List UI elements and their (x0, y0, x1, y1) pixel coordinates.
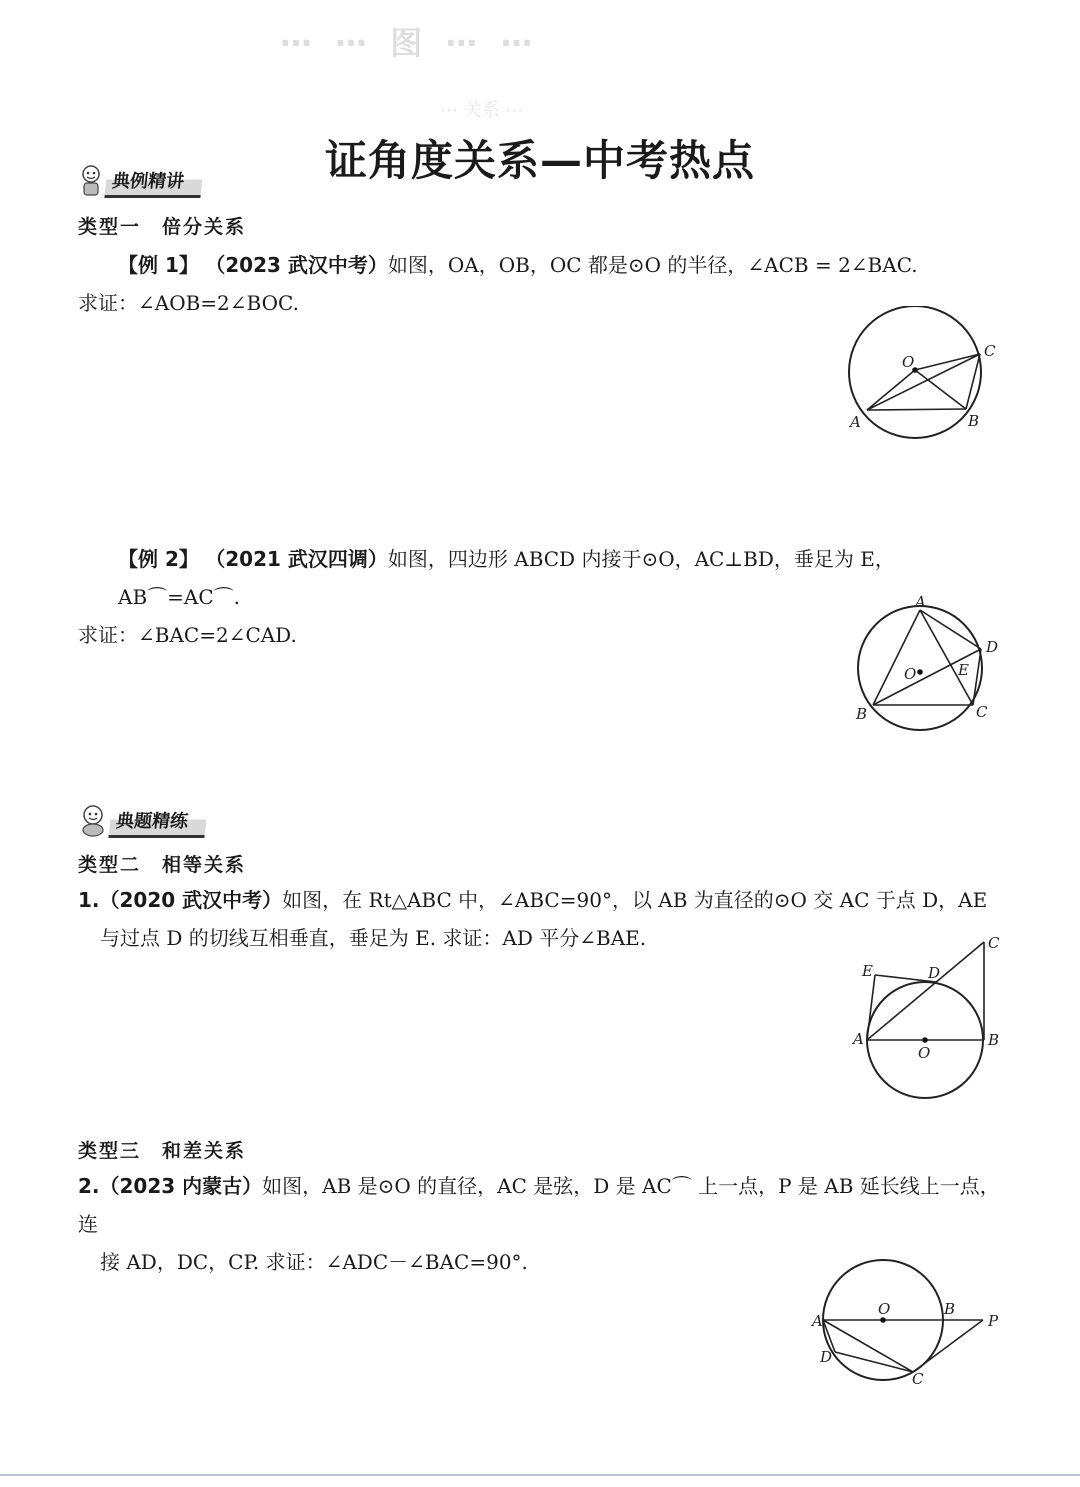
figure-problem1 (848, 930, 1008, 1100)
segment-ob (915, 370, 966, 409)
example2-text-line1: 如图，四边形 ABCD 内接于⊙O，AC⊥BD，垂足为 E，AB⌒=AC⌒. (118, 547, 895, 609)
label-c: C (988, 934, 1000, 952)
segment-ab (873, 610, 920, 705)
example2-source: （2021 武汉四调） (205, 547, 388, 571)
label-a: A (850, 413, 861, 431)
example1-source: （2023 武汉中考） (205, 253, 388, 277)
example1-label: 【例 1】 (118, 253, 199, 277)
label-o: O (902, 353, 915, 371)
segment-ac (867, 354, 980, 410)
type1-heading: 类型一 倍分关系 (78, 216, 247, 238)
label-c: C (976, 703, 988, 721)
center-point (880, 1317, 886, 1323)
label-d: D (820, 1348, 833, 1366)
segment-ae (867, 975, 875, 1040)
segment-bc (966, 354, 980, 409)
example1-line1 (78, 246, 1008, 284)
label-o: O (918, 1044, 931, 1062)
examples-badge (78, 158, 202, 198)
label-o: O (904, 665, 917, 683)
problem2-line1 (78, 1167, 1008, 1243)
segment-oc (915, 354, 980, 370)
problem1-line1 (78, 881, 1008, 919)
segment-cd (973, 649, 981, 705)
label-a: A (853, 1030, 864, 1048)
label-a: A (812, 1312, 823, 1330)
center-point (917, 669, 923, 675)
segment-ac (867, 942, 984, 1040)
example1-text-line2: 求证：∠AOB=2∠BOC. (78, 291, 299, 315)
label-e: E (862, 962, 873, 980)
page-title: 证角度关系—中考热点 (324, 136, 755, 185)
segment-ed (875, 975, 936, 982)
type3-heading: 类型三 和差关系 (78, 1140, 247, 1162)
problem1-text-line1: 如图，在 Rt△ABC 中，∠ABC=90°，以 AB 为直径的⊙O 交 AC 于点 D，AE (282, 888, 988, 912)
problem1-text-line2: 与过点 D 的切线互相垂直，垂足为 E. 求证：AD 平分∠BAE. (100, 926, 647, 950)
segment-ad (920, 610, 981, 649)
label-d: D (928, 964, 941, 982)
problem2-text-line2: 接 AD，DC，CP. 求证：∠ADC－∠BAC=90°. (100, 1250, 528, 1274)
page-bottom-rule (0, 1474, 1080, 1476)
label-b: B (988, 1031, 1000, 1049)
figure-example1 (840, 306, 1010, 446)
label-b: B (856, 705, 868, 723)
student-mascot-icon (78, 164, 104, 198)
label-e: E (958, 661, 969, 679)
label-o: O (878, 1300, 891, 1318)
label-a: A (915, 593, 926, 611)
problem2-text-line1: 如图，AB 是⊙O 的直径，AC 是弦，D 是 AC⌒ 上一点，P 是 AB 延长线上一点，连 (78, 1174, 1000, 1236)
label-b: B (968, 412, 980, 430)
faded-header: ⋯ ⋯ 图 ⋯ ⋯ (280, 24, 539, 62)
practice-badge (78, 798, 206, 838)
center-point (922, 1037, 928, 1043)
figure-example2 (848, 592, 1008, 742)
segment-ac (823, 1320, 913, 1372)
type2-heading: 类型二 相等关系 (78, 854, 247, 876)
label-p: P (988, 1312, 999, 1330)
label-c: C (984, 342, 996, 360)
practice-badge-label: 典题精练 (108, 807, 207, 838)
problem2-source: （2023 内蒙古） (99, 1174, 263, 1198)
segment-ab (867, 409, 966, 410)
label-d: D (986, 638, 999, 656)
label-b: B (944, 1300, 956, 1318)
example2-text-line2: 求证：∠BAC=2∠CAD. (78, 623, 297, 647)
label-c: C (912, 1370, 924, 1386)
problem2-number: 2. (78, 1174, 100, 1198)
example1-text-line1: 如图，OA，OB，OC 都是⊙O 的半径，∠ACB = 2∠BAC. (387, 253, 918, 277)
segment-cp (913, 1320, 983, 1372)
figure-problem2 (808, 1256, 1008, 1386)
example2-label: 【例 2】 (118, 547, 199, 571)
examples-badge-label: 典例精讲 (104, 167, 203, 198)
problem1-number: 1. (78, 888, 100, 912)
faded-subheader: ⋯ 关系 ⋯ (440, 100, 524, 121)
mascot-icon (78, 804, 108, 838)
problem1-source: （2020 武汉中考） (99, 888, 283, 912)
